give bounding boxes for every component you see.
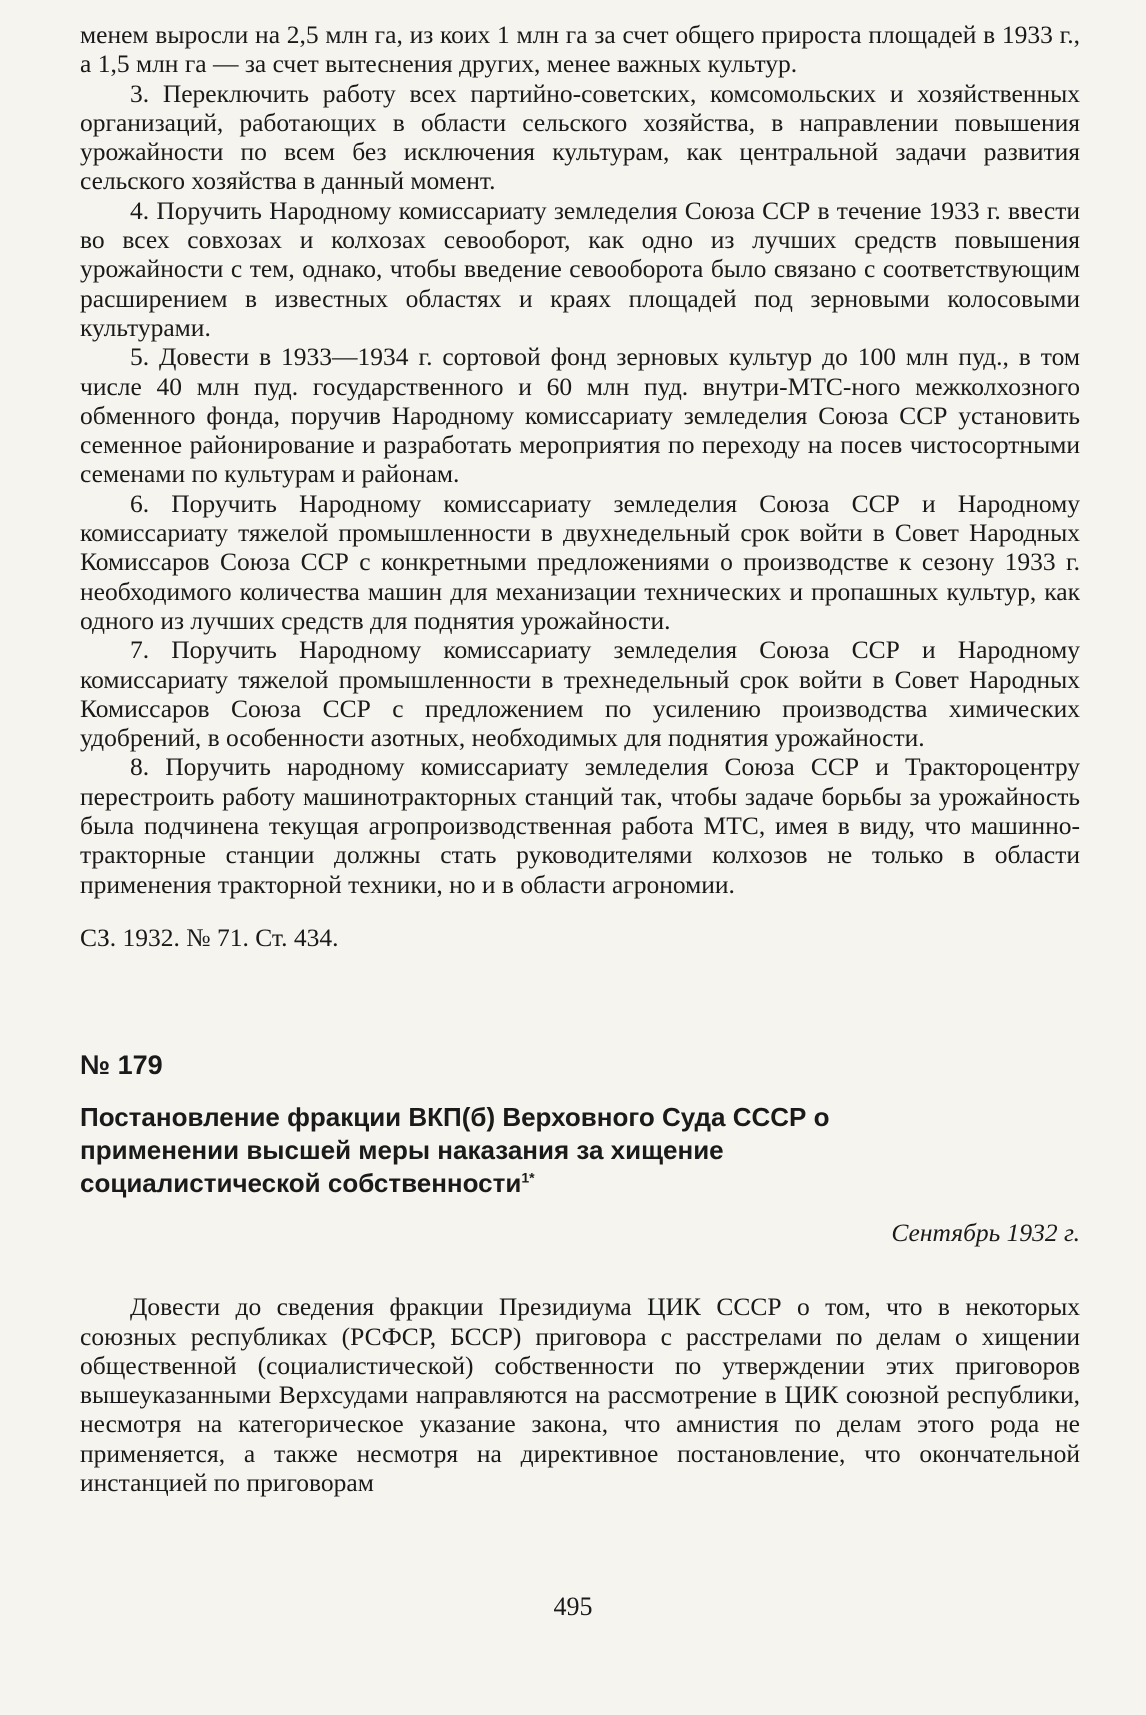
paragraph-item-5: 5. Довести в 1933—1934 г. сортовой фонд зерновых культур до 100 млн пуд., в том числе 40 млн пуд. государственного и 60 млн пуд. внутри-МТС-ного межколхозного обменного фонда, поручив Народному комиссариату земледелия Союза ССР установить семенное районирование и разработать мероприятия по переходу на посев чистосортными семенами по культурам и районам.	[80, 342, 1080, 489]
document-body: Довести до сведения фракции Президиума ЦИК СССР о том, что в некоторых союзных республиках (РСФСР, БССР) приговора с расстрелами по делам о хищении общественной (социалистической) собственности по утверждении этих приговоров вышеуказанными Верхсудами направляются на рассмотрение в ЦИК союзной республики, несмотря на категорическое указание закона, что амнистия по делам этого рода не применяется, а также несмотря на директивное постановление, что окончательной инстанцией по приговорам	[80, 1292, 1080, 1497]
source-reference: СЗ. 1932. № 71. Ст. 434.	[80, 922, 339, 952]
page-number: 495	[553, 1592, 593, 1621]
footnote-mark: 1*	[521, 1169, 535, 1186]
document-number: № 179	[80, 1050, 163, 1081]
paragraph-item-8: 8. Поручить народному комиссариату земледелия Союза ССР и Трактороцентру перестроить работу машинотракторных станций так, чтобы задаче борьбы за урожайность была подчинена текущая агропроизводственная работа МТС, имея в виду, что машинно-тракторные станции должны стать руководителями колхозов не только в области применения тракторной техники, но и в области агрономии.	[80, 752, 1080, 899]
paragraph-item-3: 3. Переключить работу всех партийно-советских, комсомольских и хозяйственных организаций, работающих в области сельского хозяйства, в направлении повышения урожайности по всем без исключения культурам, как центральной задачи развития сельского хозяйства в данный момент.	[80, 78, 1080, 196]
document-title	[80, 1101, 900, 1200]
document-date: Сентябрь 1932 г.	[891, 1218, 1080, 1248]
paragraph-item-6: 6. Поручить Народному комиссариату земледелия Союза ССР и Народному комиссариату тяжелой промышленности в двухнедельный срок войти в Совет Народных Комиссаров Союза ССР с конкретными предложениями о производстве к сезону 1933 г. необходимого количества машин для механизации технических и пропашных культур, как одного из лучших средств для поднятия урожайности.	[80, 488, 1080, 635]
paragraph-item-4: 4. Поручить Народному комиссариату земледелия Союза ССР в течение 1933 г. ввести во всех совхозах и колхозах севооборот, как одно из лучших средств повышения урожайности с тем, однако, чтобы введение севооборота было связано с соответствующим расширением в известных областях и краях площадей под зерновыми колосовыми культурами.	[80, 195, 1080, 342]
document-title-text: Постановление фракции ВКП(б) Верховного Суда СССР о применении высшей меры наказания за хищение социалистической собственности	[80, 1102, 830, 1199]
paragraph-continuation: менем выросли на 2,5 млн га, из коих 1 млн га за счет общего прироста площадей в 1933 г., а 1,5 млн га — за счет вытеснения других, менее важных культур.	[80, 20, 1080, 79]
paragraph-item-7: 7. Поручить Народному комиссариату земледелия Союза ССР и Народному комиссариату тяжелой промышленности в трехнедельный срок войти в Совет Народных Комиссаров Союза ССР с предложением по усилению производства химических удобрений, в особенности азотных, необходимых для поднятия урожайности.	[80, 635, 1080, 753]
